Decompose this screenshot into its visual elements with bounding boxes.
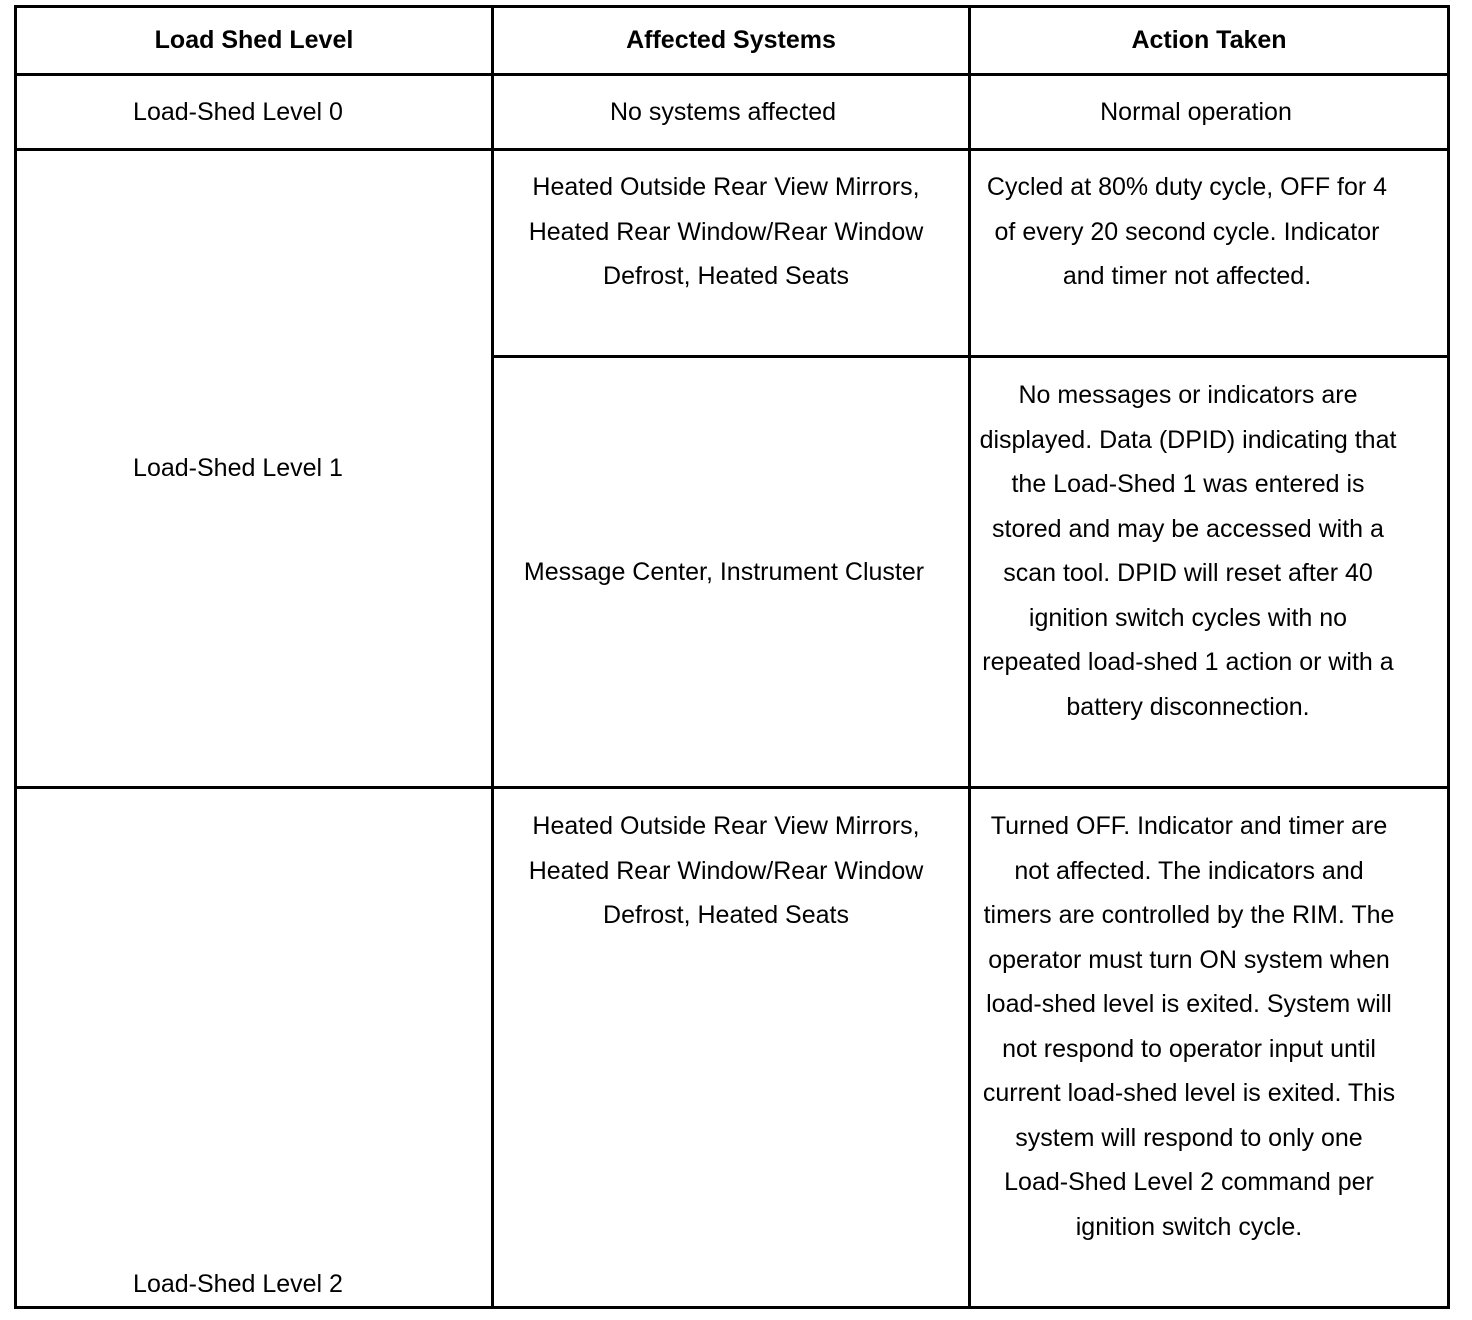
header-action-taken [971,8,1447,73]
systems-text: No systems affected [609,97,837,126]
action-2-cell [982,804,1396,1304]
header-load-shed-level [17,8,491,73]
action-1b-cell [978,373,1398,786]
level-2-cell [17,1262,459,1307]
level-label: Load-Shed Level 2 [133,1270,343,1298]
systems-0-cell [494,76,952,148]
level-label: Load-Shed Level 1 [133,454,343,483]
action-text: Normal operation [1100,97,1292,126]
action-text: Cycled at 80% duty cycle, OFF for 4 of every 20 second cycle. Indicator and timer not affected. [986,173,1388,290]
row-divider [14,786,1450,789]
header-label: Affected Systems [626,26,836,55]
systems-1b-cell [520,358,928,786]
systems-text: Heated Outside Rear View Mirrors, Heated Rear Window/Rear Window Defrost, Heated Seats [528,812,924,929]
action-0-cell [971,76,1421,148]
systems-text: Heated Outside Rear View Mirrors, Heated Rear Window/Rear Window Defrost, Heated Seats [528,173,924,290]
action-text: No messages or indicators are displayed. Data (DPID) indicating that the Load-Shed 1 was entered is stored and may be accessed with a scan tool. DPID will reset after 40 ignition switch cycles with no repeated load-shed 1 action or with a battery disconnection. [979,381,1397,721]
column-divider [968,5,971,1309]
action-text: Turned OFF. Indicator and timer are not affected. The indicators and timers are controlled by the RIM. The operator must turn ON system when load-shed level is exited. System will not respond to operator input until current load-shed level is exited. This system will respond to only one Load-Shed Level 2 command per ignition switch cycle. [982,812,1396,1241]
systems-1a-cell [522,165,930,355]
header-label: Load Shed Level [154,26,354,55]
action-1a-cell [981,165,1393,355]
level-label: Load-Shed Level 0 [133,97,343,126]
level-0-cell [17,76,459,148]
header-label: Action Taken [1131,26,1287,55]
systems-2-cell [522,804,930,1304]
column-divider [491,5,494,1309]
header-affected-systems [494,8,968,73]
systems-text: Message Center, Instrument Cluster [523,557,925,586]
level-1-cell [17,151,459,786]
